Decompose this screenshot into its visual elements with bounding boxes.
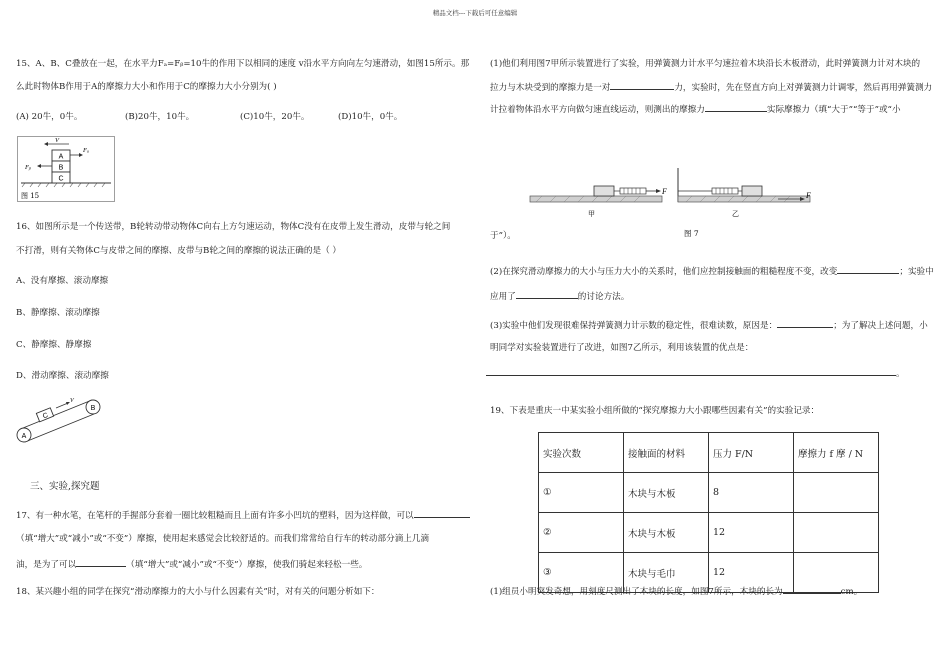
table-row	[539, 513, 879, 553]
q16-option-d: D、滑动摩擦、滚动摩擦	[16, 371, 109, 381]
q18-blank-method[interactable]	[516, 289, 578, 299]
fig-yi-label: 乙	[732, 210, 739, 218]
force-b-label: Fᵦ	[25, 164, 31, 171]
q18-p1-line1: (1)他们利用图7甲所示装置进行了实验，用弹簧测力计水平匀速拉着木块沿长木板滑动，此时弹簧测力计对木块的	[490, 59, 921, 69]
table-cell: 木块与毛巾	[624, 553, 709, 593]
label-c: C	[58, 175, 64, 183]
q17-line1-text: 17、有一种水笔，在笔杆的手握部分套着一圈比较粗糙而且上面有许多小凹坑的塑料，因为这样做，可以	[16, 511, 414, 521]
q18-blank-balance[interactable]	[610, 80, 674, 90]
q15-option-a: (A) 20牛，0牛。	[16, 112, 83, 122]
q19-after-text-b: cm。	[840, 587, 863, 597]
object-c-label: C	[41, 411, 50, 421]
table-cell: 12	[709, 553, 794, 593]
figure-7-caption: 图 7	[684, 229, 699, 238]
q17-line2: （填“增大”或“减小”或“不变”）摩擦，使用起来感觉会比较舒适的。而我们常常给自行车的转动部分滴上几滴	[16, 534, 430, 544]
section-3-title: 三、实验,探究题	[30, 481, 100, 492]
table-header-cell: 压力 F/N	[709, 433, 794, 473]
q18-p3-line1	[490, 318, 928, 331]
table-cell: ①	[539, 473, 624, 513]
q18-p2-line1-text-a: (2)在探究滑动摩擦力的大小与压力大小的关系时，他们应控制接触面的粗糙程度不变，改变	[490, 267, 838, 277]
velocity-label: V	[55, 137, 59, 144]
q17-line3-text-b: （填“增大”或“减小”或“不变”）摩擦，使我们骑起来轻松一些。	[126, 560, 368, 570]
q19-after-text-a: (1)组员小明突发奇想，用刻度尺测出了木块的长度，如图7所示，木块的长为	[490, 587, 783, 597]
q15-option-c: (C)10牛，20牛。	[240, 112, 310, 122]
q18-p1-line2-text-b: 力，实验时，先在竖直方向上对弹簧测力计调零，然后再用弹簧测力	[674, 83, 933, 93]
q18-blank-compare[interactable]	[705, 102, 767, 112]
q18-p3-line2: 明同学对实验装置进行了改进，如图7乙所示，利用该装置的优点是：	[490, 343, 754, 353]
q19-after-line	[490, 584, 862, 597]
q18-p2-line2-text-b: 的讨论方法。	[577, 292, 630, 302]
q17-line3-text-a: 油，是为了可以	[16, 560, 77, 570]
table-cell: 木块与木板	[624, 473, 709, 513]
q18-p1-line3-text-b: 实际摩擦力（填“大于”“等于”或“小	[766, 105, 901, 115]
force-a-label: Fₐ	[83, 147, 89, 154]
conveyor-figure	[14, 394, 106, 450]
force-label-yi: F	[806, 191, 811, 200]
q16-option-b: B、静摩擦、滚动摩擦	[16, 308, 100, 318]
table-cell: 8	[709, 473, 794, 513]
q18-p1-line3	[490, 102, 901, 115]
q16-line2: 不打滑，则有关物体C与皮带之间的摩擦、皮带与B轮之间的摩擦的说法正确的是（ ）	[16, 246, 341, 256]
q19-blank-length[interactable]	[783, 584, 841, 594]
q18-p2-line1-text-b: ；实验中	[899, 267, 934, 277]
figure-7	[516, 158, 818, 242]
table-cell: 12	[709, 513, 794, 553]
block-jia	[594, 186, 614, 196]
fig-jia-label: 甲	[588, 210, 595, 218]
q15-line1: 15、A、B、C叠放在一起，在水平力Fₐ=Fᵦ=10牛的作用下以相同的速度 v沿水平方向向左匀速滑动，如图15所示。那	[16, 59, 470, 69]
q18-p2-line1	[490, 264, 934, 277]
q15-option-b: (B)20牛，10牛。	[125, 112, 195, 122]
table-header-cell: 接触面的材料	[624, 433, 709, 473]
table-row	[539, 473, 879, 513]
table-cell: ③	[539, 553, 624, 593]
wheel-b-label: B	[90, 405, 96, 412]
q18-p3-end: 。	[896, 369, 905, 379]
q18-blank-variable[interactable]	[837, 264, 899, 274]
q18-p1-line2-text-a: 拉力与木块受到的摩擦力是一对	[490, 83, 611, 93]
figure-15-caption: 图 15	[21, 192, 40, 200]
q18-blank-reason[interactable]	[777, 318, 833, 328]
q18-p2-line2	[490, 289, 629, 302]
page-header: 精品文档---下载后可任意编辑	[432, 9, 518, 17]
table-header-cell: 摩擦力 f 摩 / N	[794, 433, 879, 473]
label-b: B	[58, 164, 64, 172]
q16-option-c: C、静摩擦、静摩擦	[16, 340, 92, 350]
board-jia	[530, 196, 662, 202]
wheel-a-label: A	[21, 433, 27, 440]
block-yi	[742, 186, 762, 196]
q18-p3-answer-line	[486, 366, 905, 379]
table-cell: 木块与木板	[624, 513, 709, 553]
experiment-table	[538, 432, 879, 593]
q15-option-d: (D)10牛，0牛。	[338, 112, 403, 122]
q18-p1-line3-text-a: 计拉着物体沿水平方向做匀速直线运动，则测出的摩擦力	[490, 105, 705, 115]
figure-15	[17, 136, 115, 202]
q18-p2-line2-text-a: 应用了	[490, 292, 516, 302]
table-header-row	[539, 433, 879, 473]
q18-line1: 18、某兴趣小组的同学在探究“滑动摩擦力的大小与什么因素有关”时，对有关的问题分析如下：	[16, 587, 380, 597]
q18-p1-line4: 于”）。	[490, 231, 516, 241]
table-cell-answer[interactable]	[794, 513, 879, 553]
force-label-jia: F	[662, 187, 667, 196]
q18-p3-line1-text-a: (3)实验中他们发现很难保持弹簧测力计示数的稳定性，很难读数，原因是：	[490, 321, 778, 331]
q16-line1: 16、如图所示是一个传送带，B轮转动带动物体C向右上方匀速运动，物体C没有在皮带上发生滑动，皮带与轮之间	[16, 222, 451, 232]
q18-p1-line2	[490, 80, 932, 93]
label-a: A	[58, 153, 64, 161]
q16-option-a: A、没有摩擦、滚动摩擦	[16, 276, 109, 286]
q18-blank-advantage[interactable]	[486, 366, 896, 376]
q17-line1	[16, 508, 470, 521]
q19-line1: 19、下表是重庆一中某实验小组所做的“探究摩擦力大小跟哪些因素有关”的实验记录：	[490, 406, 820, 416]
q18-p3-line1-text-b: ；为了解决上述问题，小	[833, 321, 928, 331]
table-header-cell: 实验次数	[539, 433, 624, 473]
table-cell: ②	[539, 513, 624, 553]
q17-line3	[16, 557, 367, 570]
conveyor-velocity-label: V	[70, 398, 74, 404]
q17-blank-2[interactable]	[76, 557, 126, 567]
q15-line2: 么此时物体B作用于A的摩擦力大小和作用于C的摩擦力大小分别为( )	[16, 82, 277, 92]
q17-blank-1[interactable]	[414, 508, 470, 518]
table-cell-answer[interactable]	[794, 473, 879, 513]
